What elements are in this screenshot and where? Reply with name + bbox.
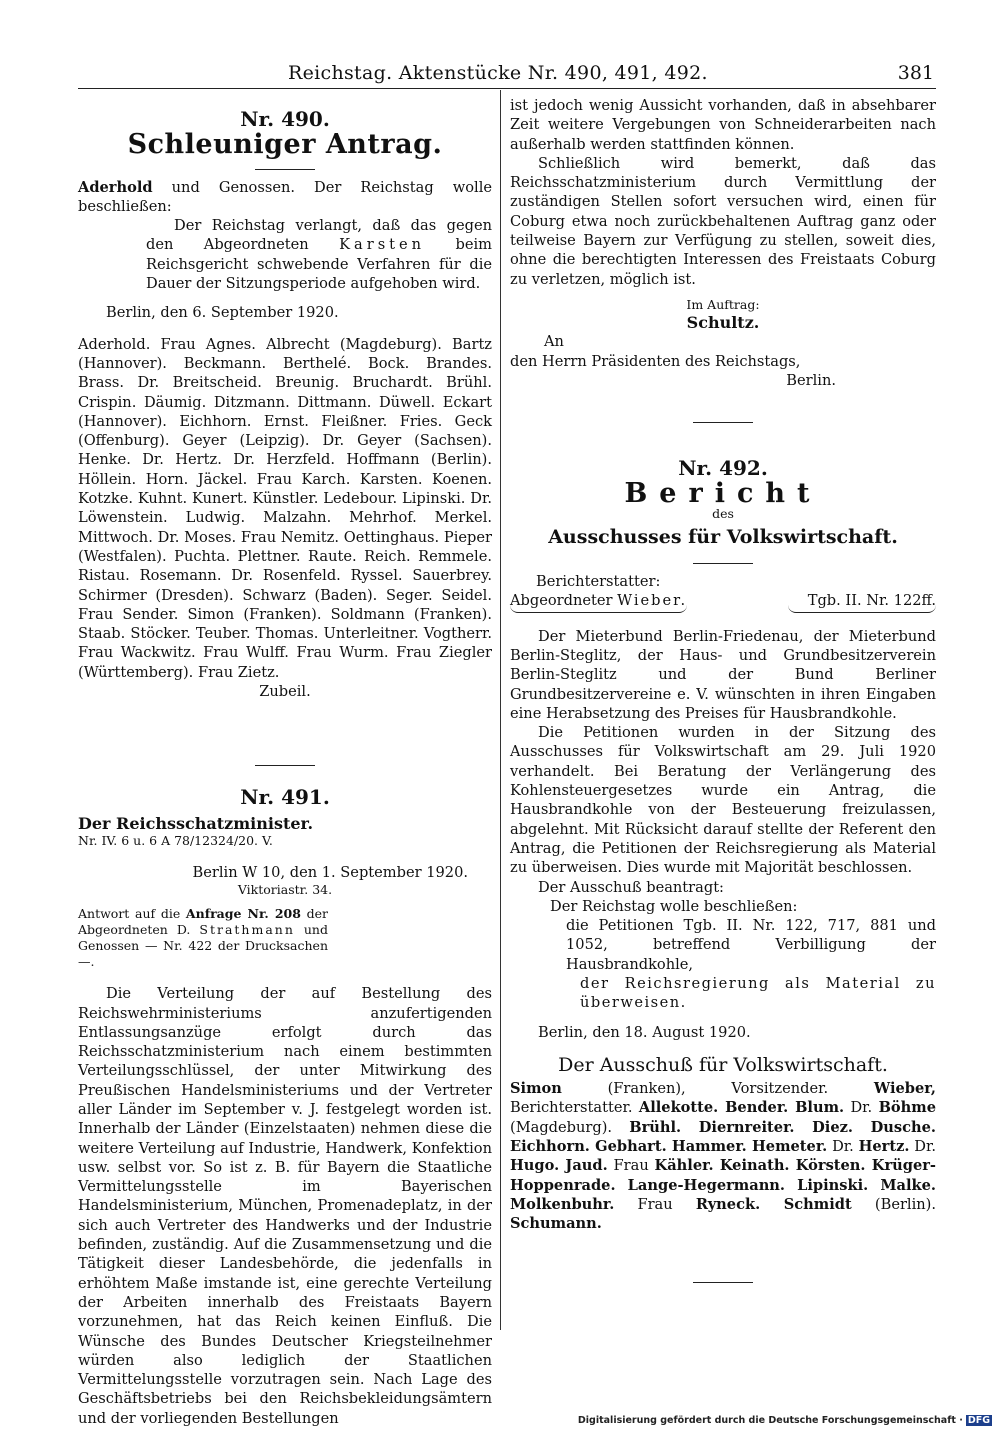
motion-text: Der Reichstag verlangt, daß das gegen den Abgeordneten bbox=[146, 217, 492, 254]
recipient: den Herrn Präsidenten des Reichstags, bbox=[510, 352, 801, 370]
rapporteur-title: Abgeordneter bbox=[510, 592, 618, 610]
nr491-body-continued: ist jedoch wenig Aussicht vorhanden, daß in absehbarer Zeit weitere Vergebungen von Schneiderarbeiten nach außerhalb werden stattfinden können. bbox=[510, 97, 936, 153]
running-title: Reichstag. Aktenstücke Nr. 490, 491, 492. bbox=[288, 62, 708, 84]
intro-text: und Genossen. Der Reichstag wolle beschließen: bbox=[78, 178, 492, 215]
member-name: Simon bbox=[510, 1080, 562, 1098]
nr490-number: Nr. 490. bbox=[240, 107, 330, 131]
member-text: Dr. bbox=[844, 1099, 879, 1117]
member-name: Hertz. bbox=[858, 1138, 910, 1156]
footer bbox=[578, 1415, 992, 1426]
member-text: Dr. bbox=[909, 1138, 936, 1156]
nr490-date: Berlin, den 6. September 1920. bbox=[106, 304, 339, 322]
member-text: (Magdeburg). bbox=[510, 1118, 630, 1136]
nr492-p5: die Petitionen Tgb. II. Nr. 122, 717, 881 und 1052, betreffend Verbilligung der Hausbrandkohle, bbox=[566, 917, 936, 973]
motion-text: beim Reichsgericht schwebende Verfahren für die Dauer der Sitzungsperiode aufgehoben wird. bbox=[146, 236, 492, 293]
nr492-number: Nr. 492. bbox=[678, 456, 768, 481]
committee-title: Der Ausschuß für Volkswirtschaft. bbox=[558, 1053, 888, 1076]
member-name: Ryneck. Schmidt bbox=[695, 1195, 852, 1213]
right-column bbox=[510, 96, 936, 1291]
member-text: Dr. bbox=[827, 1138, 859, 1156]
diary-ref: Tgb. II. Nr. 122ff. bbox=[788, 591, 936, 612]
rapporteur bbox=[510, 591, 687, 612]
subject-name: Strathmann bbox=[199, 922, 295, 938]
by-order: Im Auftrag: bbox=[686, 296, 760, 312]
footer-text: Digitalisierung gefördert durch die Deutsche Forschungsgemeinschaft · bbox=[577, 1415, 963, 1426]
divider bbox=[693, 422, 753, 423]
member-name: Kähler. Keinath. Körsten. Krüger-Hoppenrade. Lange-Hegermann. Lipinski. Malke. Molkenbuhr. bbox=[510, 1157, 936, 1213]
nr491-subject bbox=[78, 906, 328, 970]
recipient-city: Berlin. bbox=[786, 371, 836, 389]
left-column bbox=[78, 96, 492, 1428]
nr492-p2: Die Petitionen wurden in der Sitzung des Ausschusses für Volkswirtschaft am 29. Juli 1920 verhandelt. Bei Beratung der Verlängerung des Kohlensteuergesetzes wurde ein Antrag, die Hausbrandkohle von der Besteuerung freizulassen, abgelehnt. Mit Rücksicht darauf stellte der Referent den Antrag, die Petitionen der Reichsregierung als Material zu überweisen. Dies wurde mit Majorität beschlossen. bbox=[510, 724, 936, 877]
rapporteur-line bbox=[510, 591, 936, 612]
proposer: Aderhold bbox=[78, 178, 153, 196]
member-name: Brühl. Diernreiter. Diez. Dusche. Eichhorn. Gebhart. Hammer. Hemeter. bbox=[510, 1118, 936, 1156]
divider bbox=[693, 563, 753, 564]
nr491-number: Nr. 491. bbox=[240, 785, 330, 810]
nr491-sender: Der Reichsschatzminister. bbox=[78, 813, 314, 833]
member-text: Frau bbox=[614, 1195, 696, 1213]
rapporteur-label: Berichterstatter: bbox=[536, 573, 661, 591]
page-header bbox=[78, 60, 936, 89]
member-text: Berichterstatter. bbox=[510, 1099, 639, 1117]
nr492-title: Bericht bbox=[624, 478, 822, 510]
nr492-subtitle: Ausschusses für Volkswirtschaft. bbox=[548, 525, 898, 548]
nr492-p1: Der Mieterbund Berlin-Friedenau, der Mieterbund Berlin-Steglitz, der Haus- und Grundbesitzerverein Berlin-Steglitz und der Bund Berliner Grundbesitzervereine e. V. wünschten in ihren Eingaben eine Herabsetzung des Preises für Hausbrandkohle. bbox=[510, 627, 936, 722]
nr490-intro bbox=[78, 178, 492, 217]
page-number: 381 bbox=[897, 62, 934, 84]
divider bbox=[255, 169, 315, 170]
member-name: Hugo. Jaud. bbox=[510, 1157, 608, 1175]
motion-name: Karsten bbox=[339, 236, 426, 254]
nr491-address: Viktoriastr. 34. bbox=[237, 882, 333, 898]
subject-text: Antwort auf die bbox=[78, 906, 186, 922]
subject-text: der Abgeordneten D. bbox=[78, 906, 328, 938]
nr490-title: Schleuniger Antrag. bbox=[127, 129, 443, 161]
divider bbox=[693, 1282, 753, 1283]
dfg-logo: DFG bbox=[967, 1415, 990, 1426]
nr491-ref: Nr. IV. 6 u. 6 A 78/12324/20. V. bbox=[78, 832, 273, 848]
member-name: Allekotte. Bender. Blum. bbox=[638, 1099, 845, 1117]
nr492-p3: Der Ausschuß beantragt: bbox=[538, 878, 724, 896]
member-name: Wieber, bbox=[873, 1080, 936, 1098]
to: An bbox=[544, 333, 564, 351]
member-text: (Berlin). bbox=[851, 1195, 936, 1213]
signature: Schultz. bbox=[686, 312, 760, 332]
nr490-signatories-last: Zubeil. bbox=[259, 683, 311, 701]
nr492-p6: der Reichsregierung als Material zu überweisen. bbox=[580, 974, 936, 1012]
subject-text: und Genossen — Nr. 422 der Drucksachen —. bbox=[78, 922, 328, 970]
nr492-p4: Der Reichstag wolle beschließen: bbox=[550, 897, 798, 915]
member-text: (Franken), Vorsitzender. bbox=[561, 1080, 874, 1098]
nr491-body: Die Verteilung der auf Bestellung des Reichswehrministeriums anzufertigenden Entlassungsanzüge erfolgt durch das Reichsschatzministerium nach einem bestimmten Verteilungsschlüssel, der unter Mitwirkung des Preußischen Handelsministeriums und der Vertreter aller Länder im September v. J. festgelegt worden ist. Innerhalb der Länder (Einzelstaaten) nehmen diese die weitere Verteilung auf Industrie, Handwerk, Konfektion usw. selbst vor. So ist z. B. für Bayern die Staatliche Vermittelungsstelle im Bayerischen Handelsministerium, München, Promenadeplatz, in der sich auch Vertreter des Handwerks und der Industrie befinden, zuständig. Auf die Zusammensetzung und die Tätigkeit dieser Landesbehörde, die jedenfalls in erhöhtem Maße imstande ist, eine gerechte Verteilung der Arbeiten innerhalb des Freistaats Bayern vorzunehmen, hat das Reich keinen Einfluß. Die Wünsche des Bundes Deutscher Kriegsteilnehmer würden also lediglich der Staatlichen Vermittelungsstelle vorzutragen sein. Nach Lage des Geschäftsbetriebs bei den Reichsbekleidungsämtern und der vorliegenden Bestellungen bbox=[78, 985, 492, 1427]
rapporteur-name: Wieber. bbox=[617, 592, 688, 610]
divider bbox=[255, 765, 315, 766]
nr492-des: des bbox=[712, 505, 734, 521]
nr491-date: Berlin W 10, den 1. September 1920. bbox=[192, 863, 468, 881]
nr490-motion bbox=[146, 216, 492, 293]
column-divider bbox=[500, 90, 501, 1330]
member-text: Frau bbox=[607, 1157, 655, 1175]
member-name: Schumann. bbox=[510, 1215, 602, 1233]
nr492-date: Berlin, den 18. August 1920. bbox=[538, 1023, 751, 1041]
member-name: Böhme bbox=[878, 1099, 936, 1117]
committee-members bbox=[510, 1079, 936, 1233]
nr491-body2: Schließlich wird bemerkt, daß das Reichsschatzministerium durch Vermittlung der zuständigen Stellen sofort versuchen wird, einen für Coburg etwa noch zurückbehaltenen Auftrag ganz oder teilweise Bayern zur Verfügung zu stellen, soweit dies, ohne die berechtigten Interessen des Freistaats Coburg zu verletzen, möglich ist. bbox=[510, 154, 936, 288]
subject-inquiry: Anfrage Nr. 208 bbox=[185, 906, 301, 922]
nr490-signatories: Aderhold. Frau Agnes. Albrecht (Magdeburg). Bartz (Hannover). Beckmann. Berthelé. Bock. Brandes. Brass. Dr. Breitscheid. Breunig. Bruchardt. Brühl. Crispin. Däumig. Ditzmann. Dittmann. Düwell. Eckart (Hannover). Eichhorn. Ernst. Fleißner. Fries. Geck (Offenburg). Geyer (Leipzig). Dr. Geyer (Sachsen). Henke. Dr. Hertz. Dr. Herzfeld. Hoffmann (Berlin). Höllein. Horn. Jäckel. Frau Karch. Karsten. Koenen. Kotzke. Kuhnt. Kunert. Künstler. Ledebour. Lipinski. Dr. Löwenstein. Ludwig. Malzahn. Mehrhof. Merkel. Mittwoch. Dr. Moses. Frau Nemitz. Oettinghaus. Pieper (Westfalen). Puchta. Plettner. Raute. Reich. Remmele. Ristau. Rosemann. Dr. Rosenfeld. Ryssel. Sauerbrey. Schirmer (Dresden). Schwarz (Baden). Seger. Seidel. Frau Sender. Simon (Franken). Soldmann (Franken). Staab. Stöcker. Teuber. Thomas. Unterleitner. Vogtherr. Frau Wackwitz. Frau Wulff. Frau Wurm. Frau Ziegler (Württemberg). Frau Zietz. bbox=[78, 335, 492, 681]
